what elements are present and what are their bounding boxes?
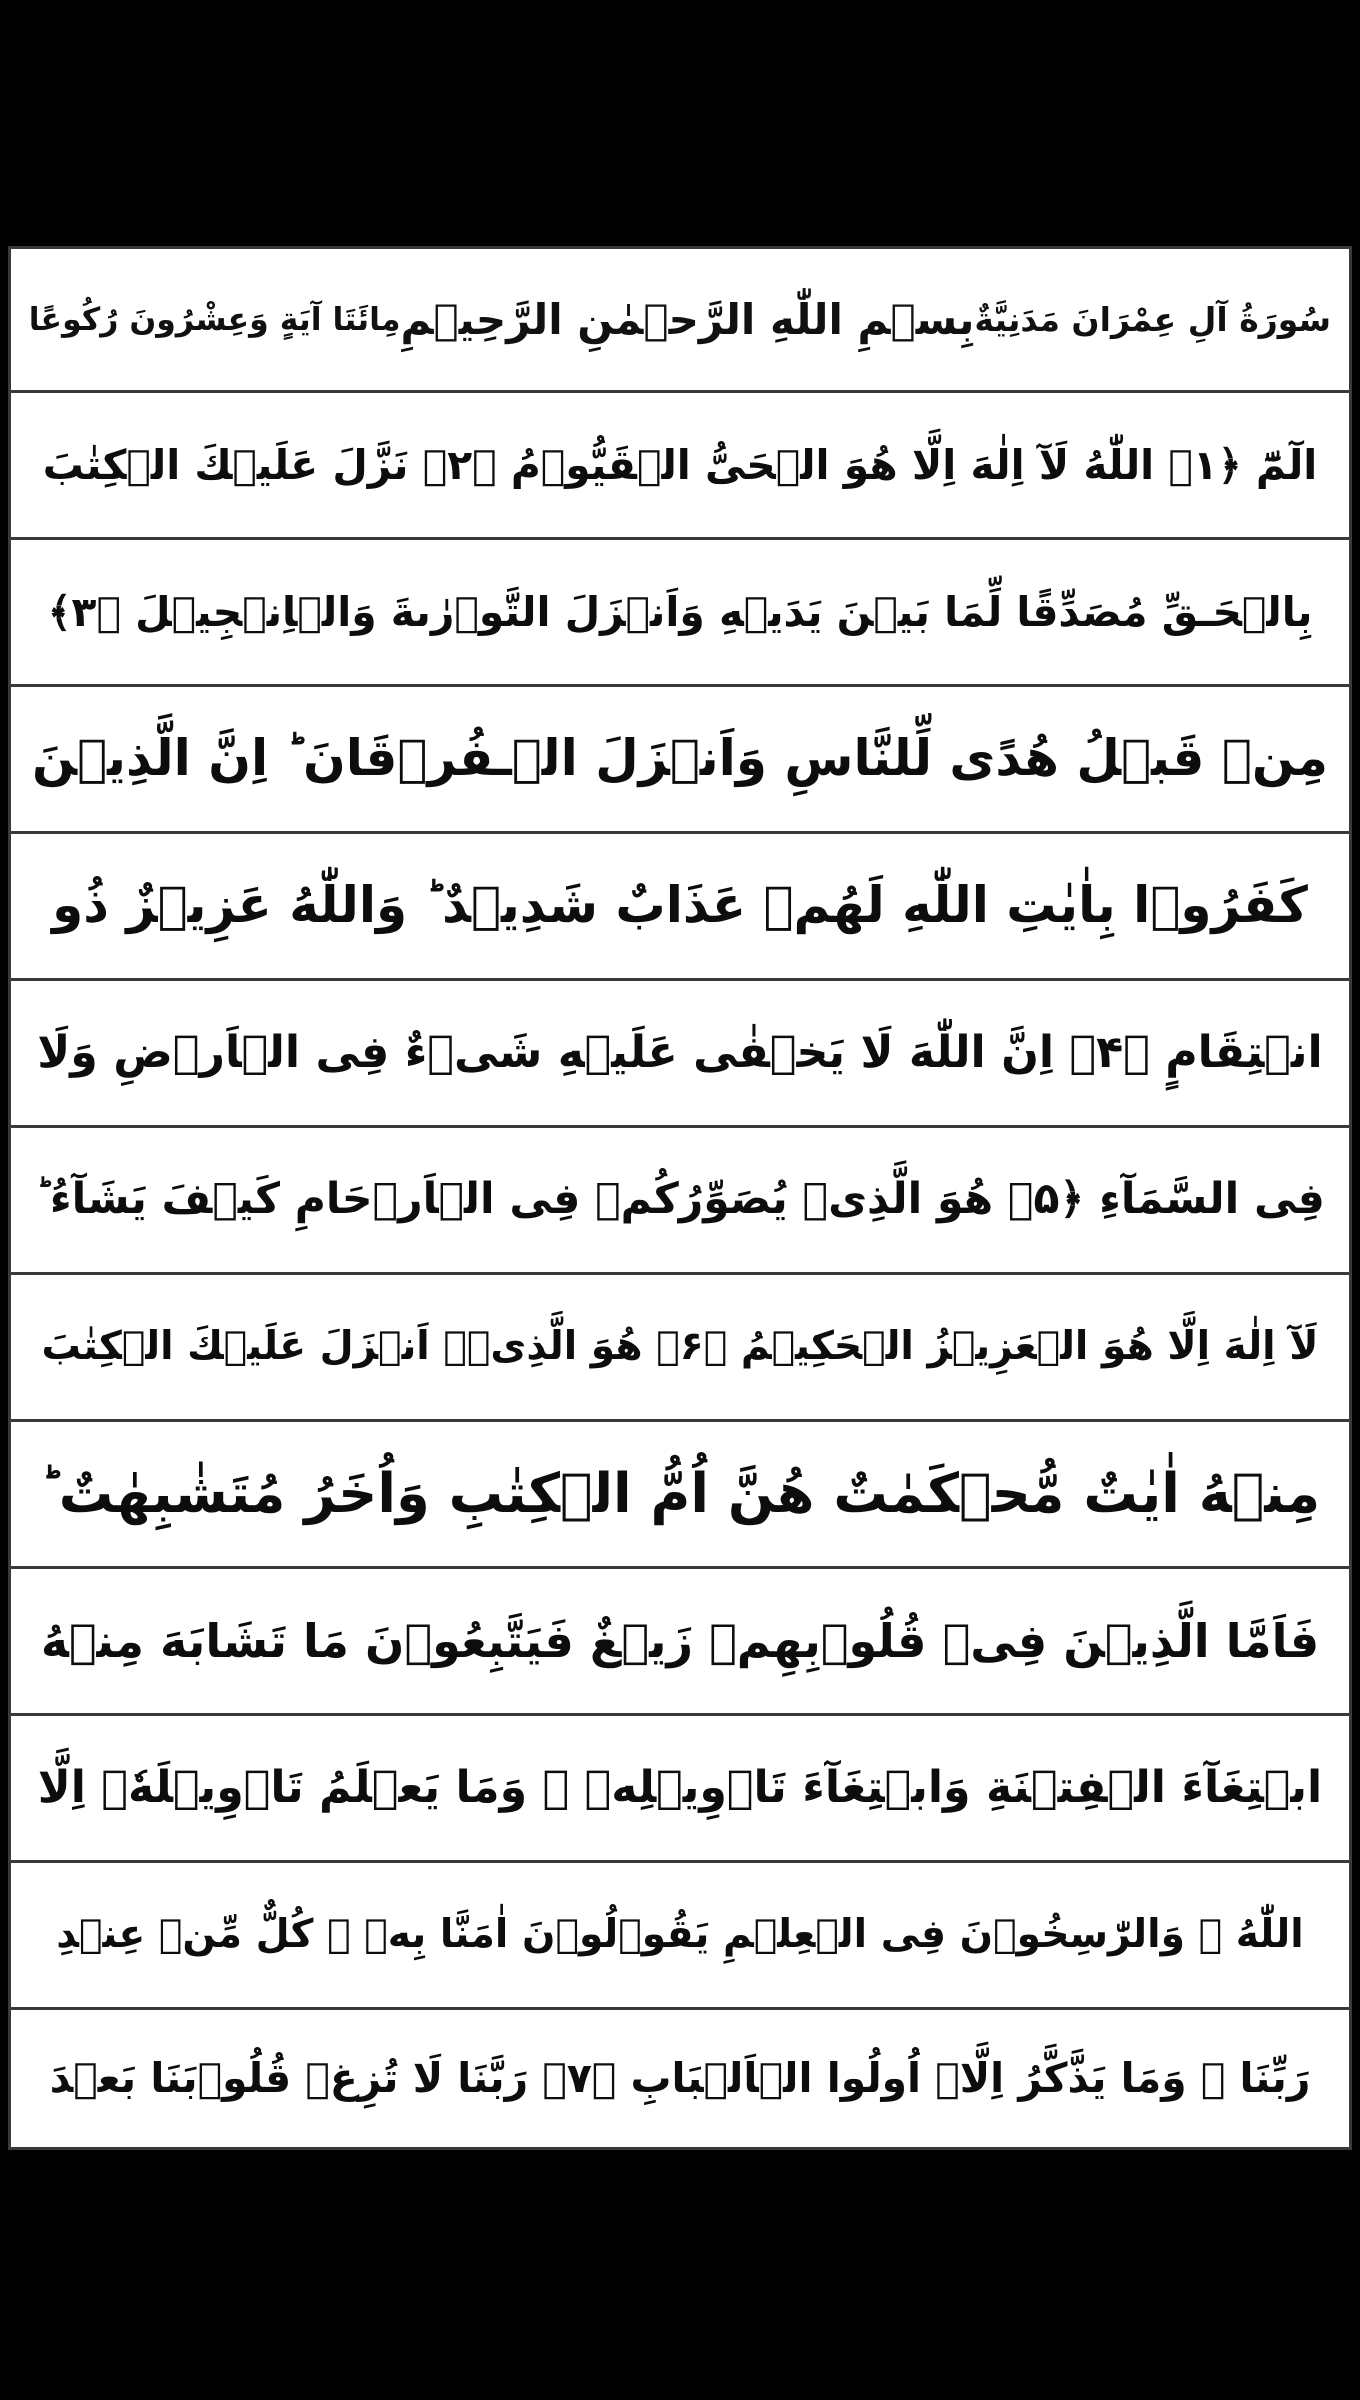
verse-line: ابۡتِغَآءَ الۡفِتۡنَةِ وَابۡتِغَآءَ تَاۡوِيۡلِهٖ ۚ وَمَا يَعۡلَمُ تَاۡوِيۡلَهٗۤ اِلَّا bbox=[37, 1761, 1323, 1813]
verse-line: بِالۡحَـقِّ مُصَدِّقًا لِّمَا بَيۡنَ يَدَيۡهِ وَاَنۡزَلَ التَّوۡرٰٮةَ وَالۡاِنۡجِيۡلَ ﴿۳﴾ bbox=[47, 587, 1313, 636]
verse-line: كَفَرُوۡا بِاٰيٰتِ اللّٰهِ لَهُمۡ عَذَابٌ شَدِيۡدٌ ؕ وَاللّٰهُ عَزِيۡزٌ ذُو bbox=[52, 876, 1308, 935]
ayat-count: مِائَتَا آيَةٍ وَعِشْرُونَ رُكُوعًا bbox=[28, 301, 401, 338]
quran-page bbox=[8, 246, 1352, 2150]
verse-row bbox=[11, 1863, 1349, 2010]
verse-row bbox=[11, 540, 1349, 687]
verse-line: مِنۡهُ اٰيٰتٌ مُّحۡكَمٰتٌ هُنَّ اُمُّ الۡكِتٰبِ وَاُخَرُ مُتَشٰبِهٰتٌ ؕ bbox=[39, 1462, 1321, 1526]
verse-line: اللّٰهُ ۘ وَالرّٰسِخُوۡنَ فِى الۡعِلۡمِ يَقُوۡلُوۡنَ اٰمَنَّا بِهٖ ۙ كُلٌّ مِّنۡ عِنۡدِ bbox=[56, 1912, 1304, 1958]
verse-line: الٓمّٓ ﴿۱﴾ اللّٰهُ لَآ اِلٰهَ اِلَّا هُوَ الۡحَىُّ الۡقَيُّوۡمُ ﴿۲﴾ نَزَّلَ عَلَيۡكَ الۡكِتٰبَ bbox=[42, 440, 1318, 489]
verse-row bbox=[11, 1128, 1349, 1275]
verse-line: فَاَمَّا الَّذِيۡنَ فِىۡ قُلُوۡبِهِمۡ زَيۡغٌ فَيَتَّبِعُوۡنَ مَا تَشَابَهَ مِنۡهُ bbox=[40, 1613, 1320, 1668]
verse-row bbox=[11, 1422, 1349, 1569]
verse-row bbox=[11, 2010, 1349, 2147]
verse-line: مِنۡ قَبۡلُ هُدًى لِّلنَّاسِ وَاَنۡزَلَ الۡـفُرۡقَانَ ؕ اِنَّ الَّذِيۡنَ bbox=[32, 729, 1328, 788]
verse-row bbox=[11, 1275, 1349, 1422]
verse-line: فِى السَّمَآءِ ﴿۵﴾ هُوَ الَّذِىۡ يُصَوِّرُكُمۡ فِى الۡاَرۡحَامِ كَيۡفَ يَشَآءُ ؕ bbox=[35, 1174, 1325, 1224]
verse-row bbox=[11, 687, 1349, 834]
verse-line: رَبِّنَا ۚ وَمَا يَذَّكَّرُ اِلَّاۤ اُولُوا الۡاَلۡبَابِ ﴿۷﴾ رَبَّنَا لَا تُزِغۡ قُلُوۡبَنَا بَعۡدَ bbox=[49, 2054, 1311, 2103]
surah-header bbox=[11, 249, 1349, 393]
verse-line: انۡتِقَامٍ ﴿۴﴾ اِنَّ اللّٰهَ لَا يَخۡفٰى عَلَيۡهِ شَىۡءٌ فِى الۡاَرۡضِ وَلَا bbox=[37, 1026, 1323, 1078]
bismillah: بِسۡمِ اللّٰهِ الرَّحۡمٰنِ الرَّحِيۡمِ bbox=[400, 295, 975, 344]
verse-row bbox=[11, 981, 1349, 1128]
verse-line: لَآ اِلٰهَ اِلَّا هُوَ الۡعَزِيۡزُ الۡحَكِيۡمُ ﴿۶﴾ هُوَ الَّذِىۡۤ اَنۡزَلَ عَلَيۡكَ الۡكِتٰبَ bbox=[41, 1324, 1319, 1370]
verse-row bbox=[11, 1716, 1349, 1863]
verse-row bbox=[11, 1569, 1349, 1716]
surah-title: سُورَةُ آلِ عِمْرَانَ مَدَنِيَّةٌ bbox=[974, 300, 1331, 339]
verse-row bbox=[11, 834, 1349, 981]
verse-row bbox=[11, 393, 1349, 540]
